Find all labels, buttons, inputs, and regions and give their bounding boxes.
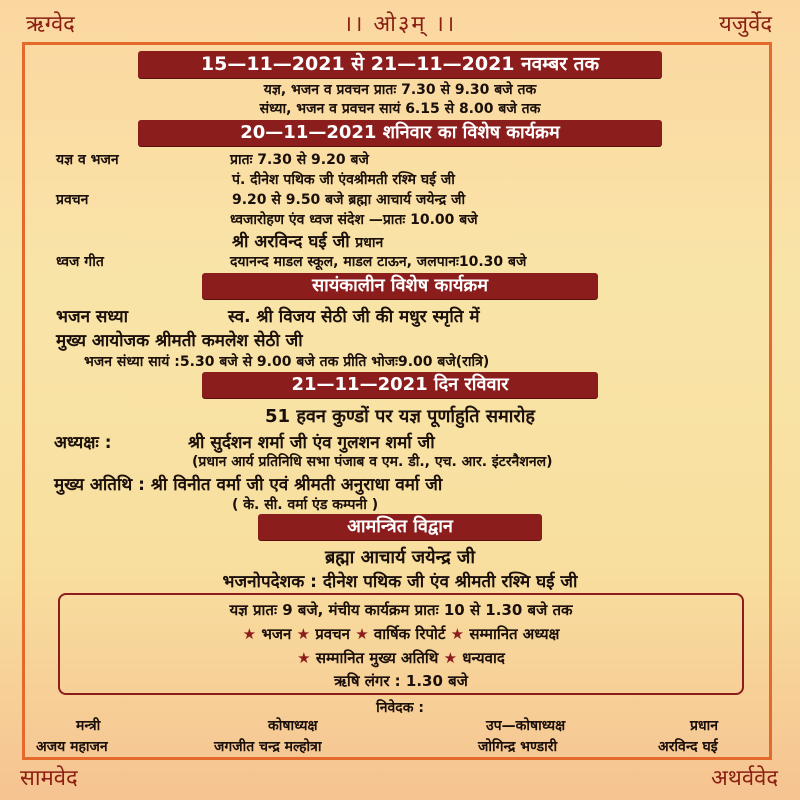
- box-items-row2: [60, 648, 742, 668]
- sun-chair-title: (प्रधान आर्य प्रतिनिधि सभा पंजाब व एम. डी., एच. आर. इंटरनैशनल): [192, 454, 553, 470]
- name-up-koshadhyaksh: जोगिन्द्र भण्डारी: [478, 739, 558, 755]
- nivedak-label: निवेदक :: [376, 700, 424, 716]
- banner-invited-scholars: आमन्त्रित विद्वान: [258, 514, 542, 540]
- sat-pravachan-label: प्रवचन: [56, 192, 89, 208]
- name-koshadhyaksh: जगजीत चन्द्र मल्होत्रा: [214, 739, 322, 755]
- eve-timing: भजन संध्या सायं :5.30 बजे से 9.00 बजे तक प्रीति भोजः9.00 बजे(रात्रि): [84, 354, 490, 370]
- name-pradhan: अरविन्द घई: [658, 739, 718, 755]
- corner-yajurveda: यजुर्वेद: [719, 12, 772, 37]
- daily-evening-schedule: संध्या, भजन व प्रवचन सायं 6.15 से 8.00 बजे तक: [259, 101, 541, 117]
- box-items-row1: [60, 624, 742, 644]
- sun-chair-names: श्री सुर्दशन शर्मा जी एंव गुलशन शर्मा जी: [188, 433, 435, 453]
- role-mantri: मन्त्री: [76, 718, 101, 734]
- name-mantri: अजय महाजन: [36, 739, 108, 755]
- sat-flag-hoisting: ध्वजारोहण एंव ध्वज संदेश —प्रातः 10.00 बजे: [230, 212, 478, 228]
- star-icon: ★: [355, 625, 369, 643]
- eve-bhajan-label: भजन सध्या: [56, 307, 129, 327]
- scholar-bhajanopdeshak: भजनोपदेशक : दीनेश पथिक जी एंव श्रीमती रश्मि घई जी: [222, 572, 578, 592]
- sun-chief-guest: मुख्य अतिथि : श्री विनीत वर्मा जी एवं श्रीमती अनुराधा वर्मा जी: [54, 475, 443, 495]
- daily-morning-schedule: यज्ञ, भजन व प्रवचन प्रातः 7.30 से 9.30 बजे तक: [263, 82, 537, 98]
- sun-havan-ceremony: 51 हवन कुण्डों पर यज्ञ पूर्णाहुति समारोह: [265, 406, 535, 427]
- box-item: भजन: [261, 625, 292, 643]
- sat-flag-song-label: ध्वज गीत: [56, 254, 104, 270]
- role-koshadhyaksh: कोषाध्यक्ष: [268, 718, 318, 734]
- corner-rigveda: ऋग्वेद: [26, 12, 75, 37]
- banner-sunday: 21—11—2021 दिन रविवार: [202, 372, 598, 398]
- role-pradhan: प्रधान: [690, 718, 718, 734]
- sun-chief-guest-company: ( के. सी. वर्मा एंड कम्पनी ): [232, 497, 379, 513]
- sat-bhajan-singers: पं. दीनेश पथिक जी एंवश्रीमती रश्मि घई जी: [232, 172, 455, 188]
- star-icon: ★: [296, 625, 311, 643]
- sat-president: [232, 229, 383, 252]
- banner-date-range: 15—11—2021 से 21—11—2021 नवम्बर तक: [138, 51, 662, 78]
- box-item: सम्मानित मुख्य अतिथि: [315, 649, 439, 667]
- star-icon: ★: [443, 649, 458, 667]
- eve-chief-organiser: मुख्य आयोजक श्रीमती कमलेश सेठी जी: [56, 331, 303, 351]
- sat-venue: दयानन्द माडल स्कूल, माडल टाऊन, जलपानः10.30 बजे: [230, 254, 527, 270]
- box-item: प्रवचन: [315, 625, 350, 643]
- schedule-box: [58, 593, 744, 695]
- om-heading: ।। ओ३म् ।।: [343, 12, 457, 37]
- sat-president-role: प्रधान: [355, 235, 384, 251]
- banner-evening-program: सायंकालीन विशेष कार्यक्रम: [202, 273, 598, 299]
- sat-yajna-time: प्रातः 7.30 से 9.20 बजे: [230, 152, 369, 168]
- sat-pravachan-detail: 9.20 से 9.50 बजे ब्रह्मा आचार्य जयेन्द्र जी: [232, 192, 466, 208]
- corner-samaveda: सामवेद: [20, 766, 78, 791]
- eve-memorial: स्व. श्री विजय सेठी जी की मधुर स्मृति में: [228, 307, 480, 327]
- sat-yajna-label: यज्ञ व भजन: [56, 152, 119, 168]
- star-icon: ★: [450, 625, 465, 643]
- box-langar: ऋषि लंगर : 1.30 बजे: [334, 672, 468, 690]
- star-icon: ★: [297, 649, 311, 667]
- corner-atharvaveda: अथर्ववेद: [710, 766, 778, 791]
- box-timing: यज्ञ प्रातः 9 बजे, मंचीय कार्यक्रम प्रातः 10 से 1.30 बजे तक: [229, 601, 573, 619]
- sat-president-name: श्री अरविन्द घई जी: [232, 232, 350, 252]
- scholar-acharya: ब्रह्मा आचार्य जयेन्द्र जी: [324, 547, 476, 568]
- star-icon: ★: [242, 625, 257, 643]
- box-item: सम्मानित अध्यक्ष: [469, 625, 560, 643]
- box-item: धन्यवाद: [462, 649, 505, 667]
- box-item: वार्षिक रिपोर्ट: [373, 625, 446, 643]
- role-up-koshadhyaksh: उप—कोषाध्यक्ष: [486, 718, 566, 734]
- banner-saturday-program: 20—11—2021 शनिवार का विशेष कार्यक्रम: [138, 120, 662, 146]
- sun-chair-label: अध्यक्षः :: [54, 433, 112, 453]
